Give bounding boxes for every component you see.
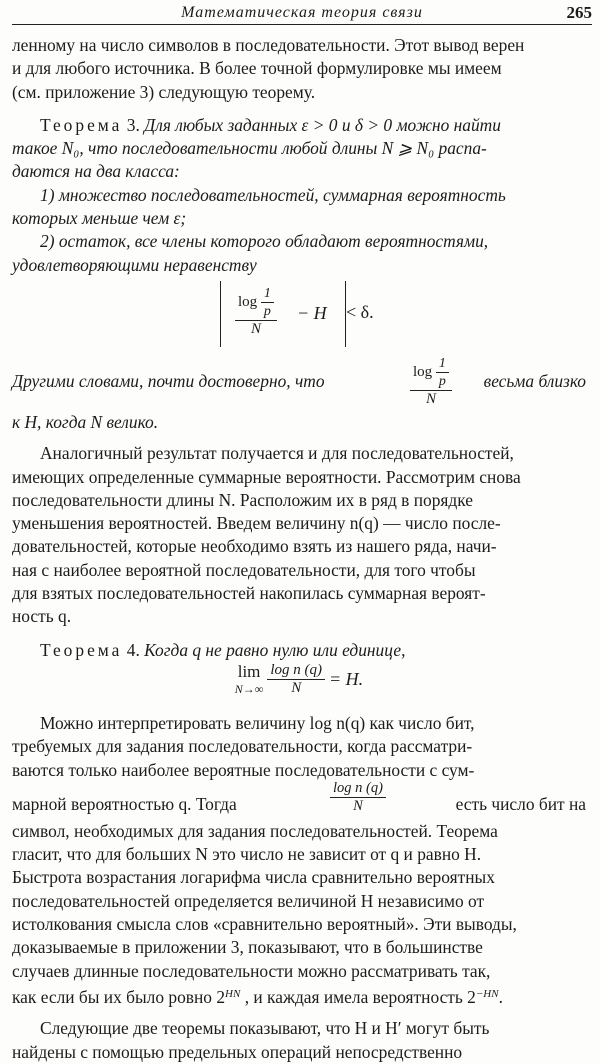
paragraph-3-line: как если бы их было ровно $2^{HN}$ , и каждая имела вероятность $2^{-HN}$. — [12, 986, 503, 1007]
paragraph-2-line: для взятых последовательностей накопилась суммарная вероят- — [12, 583, 486, 604]
paragraph-3-line: гласит, что для больших N это число не зависит от q и равно H. — [12, 844, 482, 865]
paragraph-3-line: Быстрота возрастания логарифма числа сравнительно вероятных — [12, 867, 495, 888]
page-header — [12, 2, 592, 25]
theorem-3-item-2-cont: удовлетворяющими неравенству — [12, 254, 257, 275]
theorem-3-conclusion: к H, когда N велико. — [12, 411, 159, 432]
paragraph-2-line: последовательности длины N. Расположим их в ряд в порядке — [12, 489, 474, 510]
paragraph-2-line: уменьшения вероятностей. Введем величину n(q) — число после- — [12, 513, 501, 534]
paragraph-2-line: довательностей, которые необходимо взять из нашего ряда, начи- — [12, 536, 497, 557]
page-number: 265 — [566, 3, 592, 22]
paragraph-3-line: случаев длинные последовательности можно рассматривать так, — [12, 960, 491, 981]
inequality-formula — [12, 281, 586, 355]
paragraph-2-line: ная с наиболее вероятной последовательности, для того чтобы — [12, 559, 476, 580]
absolute-value-bars — [220, 281, 346, 347]
theorem-3-item-1-cont: которых меньше чем ε; — [12, 208, 187, 229]
theorem-3-item-1: 1) множество последовательностей, суммарная вероятность — [40, 184, 506, 205]
other-words-line: Другими словами, почти достоверно, что log $\frac{1}{p}$ N весьма близко — [12, 355, 586, 407]
paragraph-2-line: ность q. — [12, 606, 72, 627]
log-fraction-inline: log $\frac{1}{p}$ N — [410, 355, 452, 408]
theorem-3-text: Для любых заданных ε > 0 и δ > 0 можно найти — [144, 114, 501, 135]
paragraph-1-line: (см. приложение 3) следующую теорему. — [12, 81, 316, 102]
theorem-3-statement — [12, 114, 586, 137]
log-fraction: log $\frac{1}{p}$ N — [235, 285, 277, 338]
paragraph-3-line: доказываемые в приложении 3, показывают, что в большинстве — [12, 937, 483, 958]
paragraph-1-line: ленному на число символов в последовательности. Этот вывод верен — [12, 35, 525, 55]
paragraph-4-line: найдены с помощью предельных операций непосредственно — [12, 1041, 463, 1062]
paragraph-4-line: Следующие две теоремы показывают, что H и H′ могут быть — [40, 1018, 490, 1039]
theorem-4-statement: Теорема 4. Когда q не равно нулю или единице, — [40, 639, 406, 660]
paragraph-3-line: Можно интерпретировать величину log n(q) как число бит, — [40, 712, 475, 733]
theorem-label: Теорема — [40, 114, 123, 135]
page-body — [12, 34, 586, 1064]
paragraph-2-line: Аналогичный результат получается и для последовательностей, — [40, 443, 514, 464]
paragraph-3-line: требуемых для задания последовательности, когда рассматри- — [12, 736, 473, 757]
paragraph-2-line: имеющих определенные суммарные вероятности. Рассмотрим снова — [12, 466, 521, 487]
running-title: Математическая теория связи — [181, 4, 423, 21]
less-than-delta: < δ. — [346, 301, 374, 322]
minus-H: − H — [297, 302, 327, 323]
theorem-3-line: даются на два класса: — [12, 161, 180, 182]
limit-formula: lim N→∞ $\frac{\text{log n (q)}}{N}$ = H. — [234, 661, 364, 696]
paragraph-3-line: истолкования смысла слов «сравнительно вероятный». Эти выводы, — [12, 914, 517, 935]
paragraph-3-fraction-line: марной вероятностью q. Тогда $\frac{\text{log n (q)}}{N}$ есть число бит на — [12, 779, 586, 814]
theorem-3-line: такое N₀, что последовательности любой длины N ⩾ N₀ распа- — [12, 138, 487, 159]
paragraph-1-line: и для любого источника. В более точной формулировке мы имеем — [12, 58, 502, 79]
paragraph-3-line: последовательностей определяется величиной H независимо от — [12, 890, 485, 911]
theorem-3-item-2: 2) остаток, все члены которого обладают вероятностями, — [40, 231, 489, 252]
paragraph-3-line: ваются только наиболее вероятные последовательности с сум- — [12, 759, 475, 780]
paragraph-3-line: символ, необходимых для задания последовательностей. Теорема — [12, 820, 498, 841]
theorem-number: 3. — [126, 114, 140, 135]
